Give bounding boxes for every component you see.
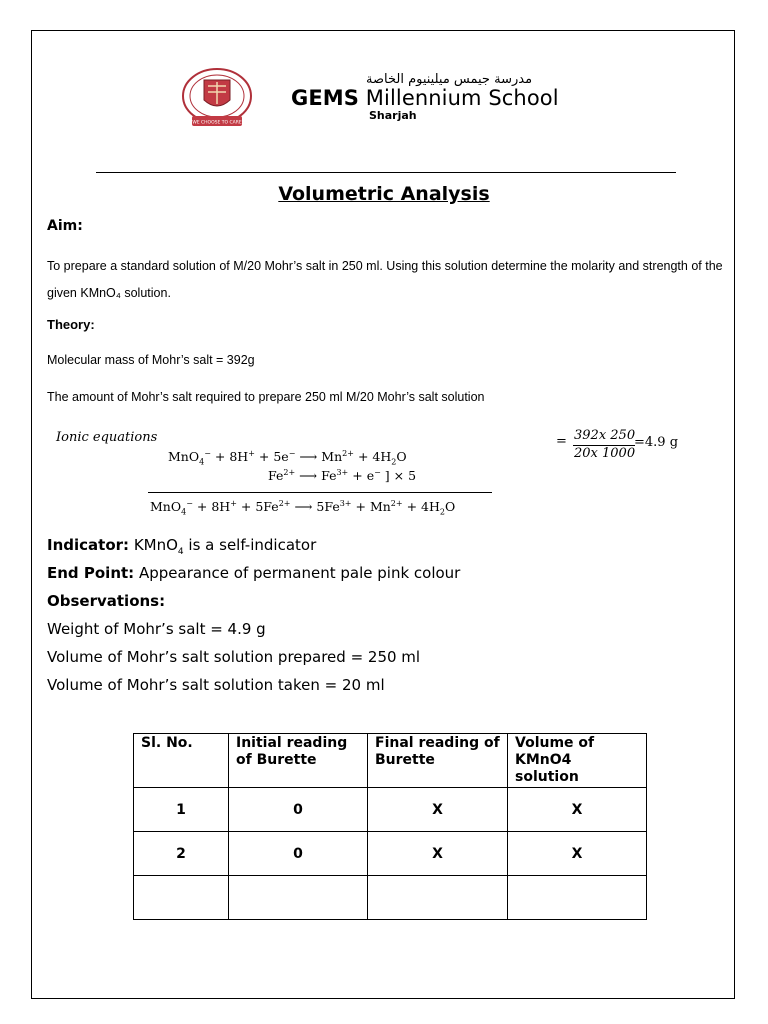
page-title: Volumetric Analysis bbox=[278, 183, 490, 205]
observations-heading: Observations: bbox=[47, 592, 166, 610]
table-header: Initial reading of Burette bbox=[229, 734, 368, 788]
amount-required-text: The amount of Mohr’s salt required to prepare 250 ml M/20 Mohr’s salt solution bbox=[47, 390, 485, 404]
observation-line: Volume of Mohr’s salt solution prepared = 250 ml bbox=[47, 648, 421, 666]
observation-line: Weight of Mohr’s salt = 4.9 g bbox=[47, 620, 266, 638]
school-name-arabic: مدرسة جيمس ميلينيوم الخاصة bbox=[366, 72, 533, 87]
ionic-equations-title: Ionic equations bbox=[56, 430, 158, 445]
school-crest-logo bbox=[180, 66, 255, 130]
observation-table bbox=[133, 733, 647, 920]
end-point-label: End Point: bbox=[47, 564, 135, 582]
table-cell bbox=[134, 876, 229, 920]
calc-numerator: 392x 250 bbox=[574, 428, 636, 443]
table-cell bbox=[508, 876, 647, 920]
table-cell: 0 bbox=[229, 788, 368, 832]
end-point-line: End Point: Appearance of permanent pale pink colour bbox=[47, 564, 461, 582]
table-header-row bbox=[134, 734, 647, 788]
calc-result: =4.9 g bbox=[634, 435, 679, 450]
table-cell: 2 bbox=[134, 832, 229, 876]
ionic-equation-net: $MnO_4^- + 8H^+ + 5Fe^{2+}$ ⟶ $5Fe^{3+} + Mn^{2+} + 4H_2O$ bbox=[150, 499, 456, 517]
aim-text: To prepare a standard solution of M/20 Mohr’s salt in 250 ml. Using this solution determine the molarity and strength of the given KMnO₄ solution. bbox=[47, 259, 723, 300]
table-cell: 1 bbox=[134, 788, 229, 832]
svg-text:WE CHOOSE TO CARE: WE CHOOSE TO CARE bbox=[192, 120, 242, 126]
table-row bbox=[134, 788, 647, 832]
table-header: Final reading of Burette bbox=[368, 734, 508, 788]
brand-name: GEMS bbox=[291, 86, 360, 110]
school-city: Sharjah bbox=[369, 109, 417, 122]
calc-denominator: 20x 1000 bbox=[574, 446, 636, 461]
table-header: Sl. No. bbox=[134, 734, 229, 788]
school-name bbox=[291, 86, 559, 110]
observation-line: Volume of Mohr’s salt solution taken = 20 ml bbox=[47, 676, 385, 694]
table-row bbox=[134, 832, 647, 876]
table-row bbox=[134, 876, 647, 920]
molecular-mass-text: Molecular mass of Mohr’s salt = 392g bbox=[47, 353, 255, 367]
header-rule bbox=[96, 172, 676, 173]
school-name-text: Millennium School bbox=[365, 86, 559, 110]
theory-heading: Theory: bbox=[47, 317, 95, 332]
equation-sum-rule bbox=[148, 492, 492, 493]
indicator-line: Indicator: KMnO$_4$ is a self-indicator bbox=[47, 536, 317, 557]
ionic-equation-1: MnO$_4$− + 8H+ + 5e− ⟶ $Mn^{2+} + 4H_2O$ bbox=[168, 449, 407, 467]
table-cell: X bbox=[508, 788, 647, 832]
aim-heading: Aim: bbox=[47, 218, 83, 234]
table-cell: X bbox=[508, 832, 647, 876]
table-cell: X bbox=[368, 788, 508, 832]
table-header: Volume of KMnO4 solution bbox=[508, 734, 647, 788]
ionic-equation-2: $Fe^{2+}$ ⟶ $Fe^{3+} + e^-$ ] × 5 bbox=[268, 468, 417, 484]
table-cell bbox=[368, 876, 508, 920]
calc-equals: = bbox=[556, 434, 567, 449]
table-cell bbox=[229, 876, 368, 920]
table-cell: X bbox=[368, 832, 508, 876]
table-cell: 0 bbox=[229, 832, 368, 876]
indicator-label: Indicator: bbox=[47, 536, 130, 554]
